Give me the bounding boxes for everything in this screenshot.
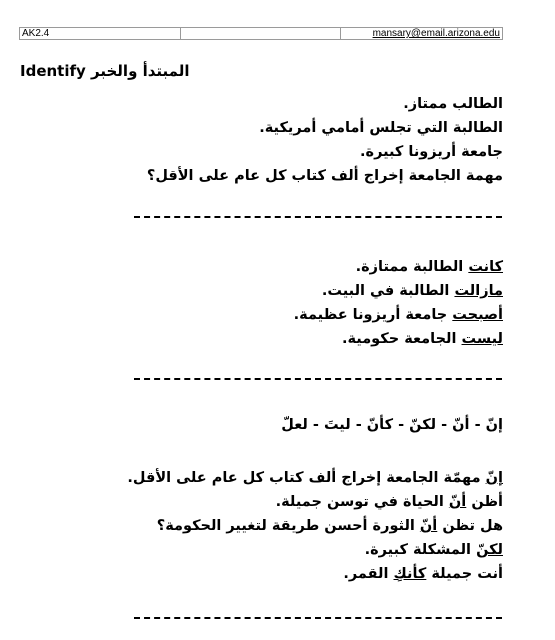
sentence: إنّ مهمّة الجامعة إخراج ألف كتاب كل عام على الأقل. [127,470,503,486]
sentence: أصبحت جامعة أريزونا عظيمة. [293,307,503,323]
sentence: الطالبة التي تجلس أمامي أمريكية. [259,120,503,136]
underlined-verb: كانت [468,259,503,275]
particles-list [33,413,503,437]
dashed-separator [134,378,502,380]
section-inna-sisters [33,466,503,586]
title-english: Identify [20,62,86,80]
sentence: مازالت الطالبة في البيت. [321,283,503,299]
sentence: أنت جميلة كأنكِ القمر. [343,566,503,582]
dashed-separator [134,216,502,218]
underlined-particle: كأنكِ [393,566,427,582]
sentence: أظن أنّ الحياة في توسن جميلة. [275,494,503,510]
underlined-verb: ليست [461,331,503,347]
title-arabic: المبتدأ والخبر [91,62,190,80]
sentence: كانت الطالبة ممتازة. [355,259,503,275]
section-kana-sisters [33,255,503,351]
underlined-verb: أصبحت [452,307,503,323]
underlined-particle: أنّ [419,518,438,534]
document-header [19,27,503,40]
course-code: AK2.4 [20,28,181,39]
header-blank-cell [181,28,340,39]
particles-line: إنّ - أنّ - لكنّ - كأنّ - ليتَ - لعلّ [281,417,503,433]
underlined-verb: مازالت [454,283,503,299]
underlined-particle: لكنّ [476,542,503,558]
sentence: لكنّ المشكلة كبيرة. [364,542,503,558]
sentence: مهمة الجامعة إخراج ألف كتاب كل عام على الأقل؟ [146,168,503,184]
sentence: جامعة أريزونا كبيرة. [360,144,503,160]
exercise-title [20,62,500,80]
header-email-cell [341,28,502,39]
section-nominal-sentences [33,92,503,188]
sentence: الطالب ممتاز. [403,96,503,112]
email-link[interactable]: mansary@email.arizona.edu [372,28,500,39]
sentence: ليست الجامعة حكومية. [341,331,503,347]
dashed-separator [134,617,502,619]
underlined-particle: أنّ [448,494,467,510]
underlined-particle: إنّ [485,470,503,486]
sentence: هل تظن أنّ الثورة أحسن طريقة لتغيير الحكومة؟ [156,518,503,534]
